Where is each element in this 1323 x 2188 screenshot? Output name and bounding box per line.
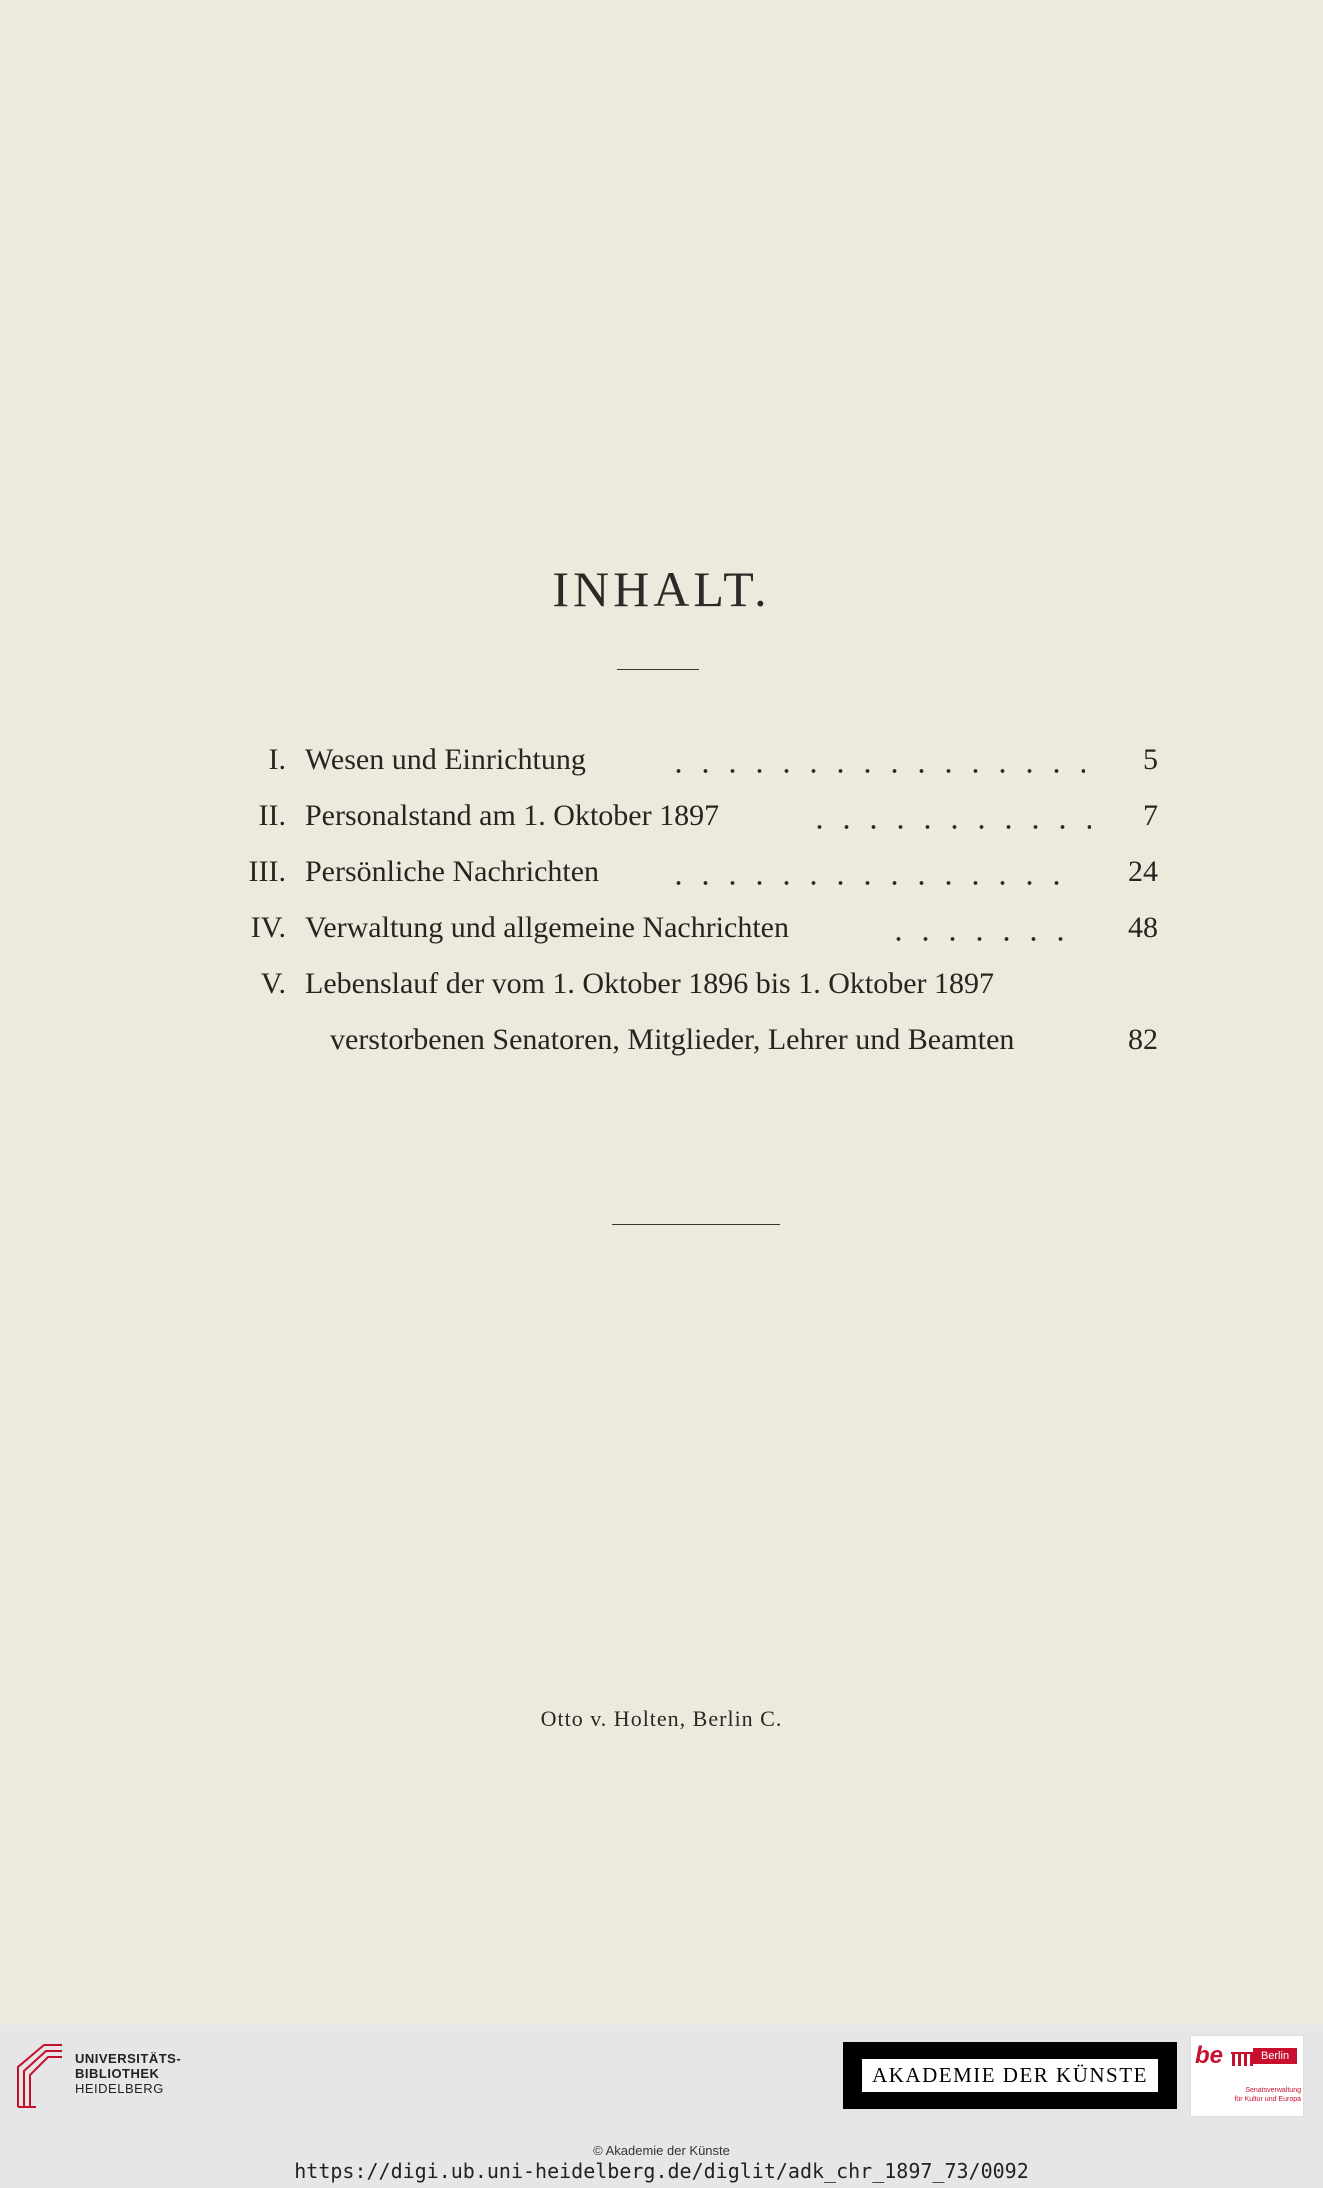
toc-leader [665,732,1085,788]
berlin-logo-city: Berlin [1253,2048,1297,2064]
publisher-imprint: Otto v. Holten, Berlin C. [540,1706,783,1731]
toc-title: Verwaltung und allgemeine Nachrichten [305,911,789,944]
toc-title: Personalstand am 1. Oktober 1897 [305,799,720,832]
berlin-logo-be: be [1195,2042,1224,2069]
page-title: INHALT. [552,561,771,617]
akademie-logo-text: AKADEMIE DER KÜNSTE [862,2059,1158,2092]
berlin-logo-subtitle [1229,2086,1301,2104]
toc-title: Wesen und Einrichtung [305,743,586,776]
ub-heidelberg-logo-icon[interactable] [14,2037,66,2127]
library-name-line: UNIVERSITÄTS- [75,2051,182,2066]
toc-page-number: 5 [1143,743,1158,776]
berlin-logo-subtitle-line: für Kultur und Europa [1234,2096,1301,2103]
toc-leader [885,900,1085,956]
table-of-contents [240,732,1158,1068]
akademie-logo[interactable] [843,2042,1177,2109]
toc-number: V. [260,967,286,1000]
berlin-logo[interactable] [1190,2035,1304,2117]
brandenburg-gate-icon [1231,2052,1253,2066]
library-name[interactable] [75,2051,181,2096]
toc-entry-continuation[interactable] [240,1012,1158,1068]
toc-entry[interactable] [240,956,1158,1012]
toc-entry[interactable] [240,900,1158,956]
toc-number: I. [268,743,286,776]
permalink-url[interactable]: https://digi.ub.uni-heidelberg.de/diglit/adk_chr_1897_73/0092 [294,2159,1029,2183]
toc-leader [806,788,1091,844]
section-divider [612,1224,780,1225]
toc-title-continuation: verstorbenen Senatoren, Mitglieder, Lehrer und Beamten [330,1023,1015,1056]
toc-page-number: 24 [1128,855,1158,888]
toc-page-number: 82 [1128,1023,1158,1056]
copyright-notice: © Akademie der Künste [593,2143,730,2158]
toc-page-number: 48 [1128,911,1158,944]
title-divider [617,669,699,670]
toc-entry[interactable] [240,788,1158,844]
berlin-logo-subtitle-line: Senatsverwaltung [1245,2087,1301,2094]
toc-page-number: 7 [1143,799,1158,832]
library-name-line: BIBLIOTHEK [75,2066,160,2081]
toc-number: II. [258,799,286,832]
toc-number: IV. [250,911,286,944]
toc-title: Lebenslauf der vom 1. Oktober 1896 bis 1. Oktober 1897 [305,967,995,1000]
toc-number: III. [248,855,286,888]
toc-title: Persönliche Nachrichten [305,855,600,888]
toc-entry[interactable] [240,844,1158,900]
library-name-line: HEIDELBERG [75,2081,164,2096]
toc-leader [665,844,1065,900]
toc-entry[interactable] [240,732,1158,788]
viewer-footer [0,2025,1323,2188]
